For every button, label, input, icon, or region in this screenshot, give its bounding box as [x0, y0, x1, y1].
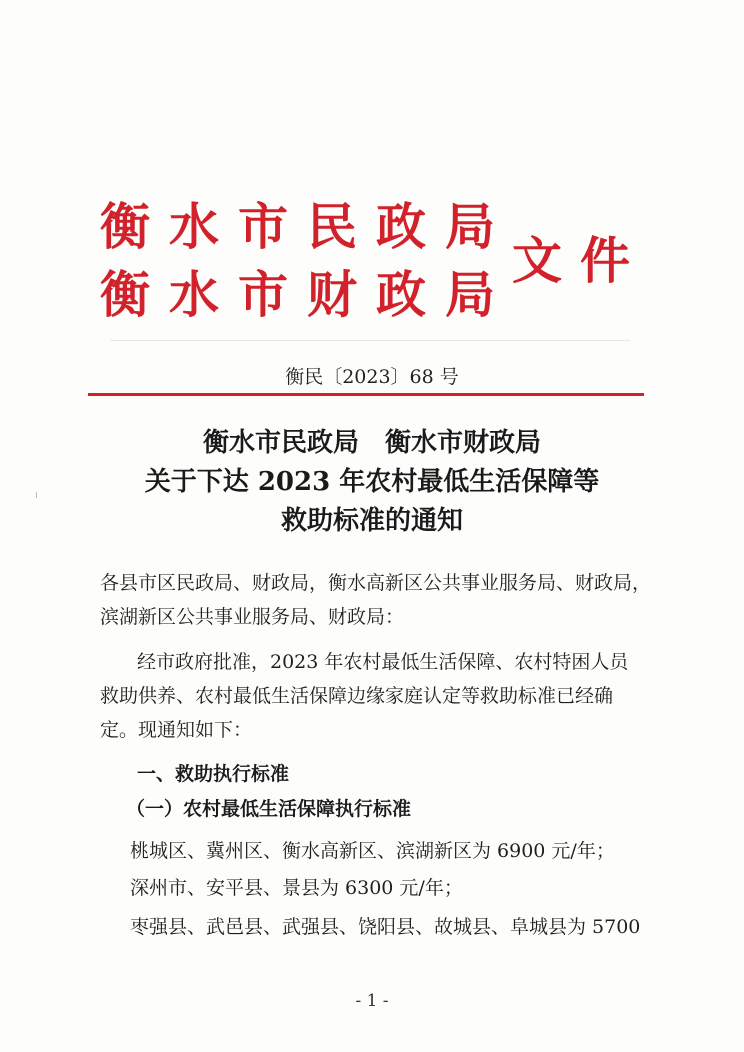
- scan-mark: [36, 492, 37, 498]
- page-number: - 1 -: [355, 991, 389, 1011]
- subsection-heading-1: （一）农村最低生活保障执行标准: [126, 798, 412, 820]
- standard-line-1: 桃城区、冀州区、衡水高新区、滨湖新区为 6900 元/年；: [130, 840, 615, 862]
- standard-line-3: 枣强县、武邑县、武强县、饶阳县、故城县、阜城县为 5700: [130, 916, 641, 938]
- title-issuer-2: 衡水市财政局: [385, 428, 542, 458]
- document-number: 衡民〔2023〕68 号: [285, 366, 459, 388]
- standard-line-2: 深州市、安平县、景县为 6300 元/年；: [130, 877, 463, 899]
- title-line-3: 救助标准的通知: [280, 506, 463, 536]
- title-line-2: 关于下达 2023 年农村最低生活保障等: [144, 467, 600, 497]
- addressee-line-1: 各县市区民政局、财政局，衡水高新区公共事业服务局、财政局，: [100, 572, 652, 594]
- issuer-name-finance: 衡水市财政局: [100, 265, 514, 324]
- intro-line-3: 定。现通知如下：: [100, 719, 253, 741]
- faint-divider: [110, 340, 630, 341]
- title-issuer-1: 衡水市民政局: [202, 428, 359, 458]
- addressee-line-2: 滨湖新区公共事业服务局、财政局：: [100, 606, 405, 628]
- document-type-label: 文件: [512, 231, 648, 290]
- title-line-1: [0, 426, 744, 460]
- section-heading-1: 一、救助执行标准: [137, 763, 290, 785]
- red-separator-line: [88, 393, 644, 396]
- intro-line-2: 救助供养、农村最低生活保障边缘家庭认定等救助标准已经确: [100, 685, 614, 707]
- intro-line-1: 经市政府批准，2023 年农村最低生活保障、农村特困人员: [137, 651, 629, 673]
- issuer-name-civil-affairs: 衡水市民政局: [100, 197, 514, 256]
